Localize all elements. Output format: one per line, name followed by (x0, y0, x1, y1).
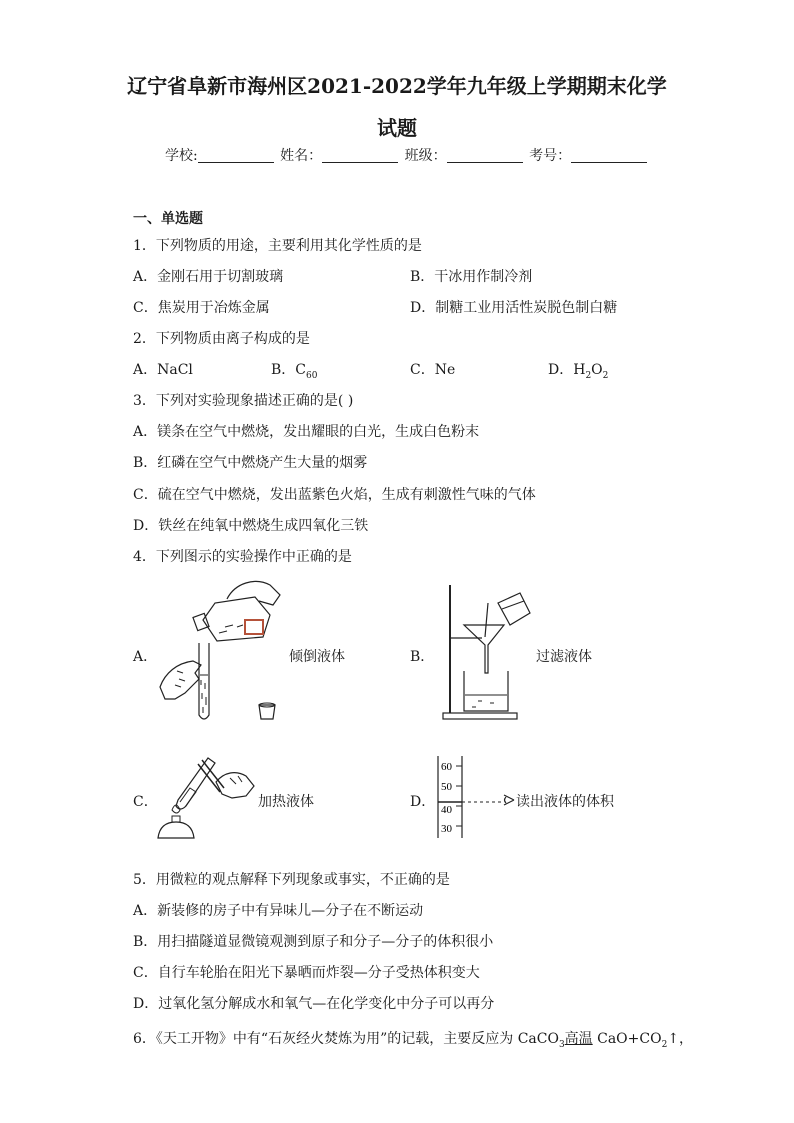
q2-option-c: C．Ne (410, 362, 456, 378)
q6-stem: 6．《天工开物》中有“石灰经火焚炼为用”的记载，主要反应为 CaCO$_3$高温 $CaO+CO_2↑$， (133, 1031, 694, 1050)
tick-40: 40 (441, 804, 452, 816)
school-blank[interactable] (198, 148, 274, 163)
q5-option-c: C．自行车轮胎在阳光下暴晒而炸裂—分子受热体积变大 (133, 965, 480, 981)
name-blank[interactable] (322, 148, 398, 163)
filtering-figure (438, 583, 533, 723)
q4-option-b-label: B． (410, 649, 435, 665)
q1-option-b: B．干冰用作制冷剂 (410, 269, 533, 285)
q1-option-a: A．金刚石用于切割玻璃 (133, 269, 284, 285)
q5-stem: 5．用微粒的观点解释下列现象或事实，不正确的是 (133, 872, 450, 888)
q1-option-d: D．制糖工业用活性炭脱色制白糖 (410, 300, 618, 316)
student-info (165, 145, 649, 165)
eye-icon (502, 794, 516, 806)
q5-option-d: D．过氧化氢分解成水和氧气—在化学变化中分子可以再分 (133, 996, 495, 1012)
q4-option-d-label: D． (410, 794, 436, 810)
graduated-cylinder-figure (432, 754, 512, 842)
q4-option-c-label: C． (133, 794, 158, 810)
school-label: 学校: (165, 148, 198, 164)
pouring-liquid-figure (155, 575, 285, 725)
section-heading: 一、单选题 (133, 211, 203, 227)
q4-stem: 4．下列图示的实验操作中正确的是 (133, 549, 352, 565)
heating-liquid-figure (150, 750, 260, 845)
q4-option-a-label: A． (133, 649, 158, 665)
q3-option-d: D．铁丝在纯氧中燃烧生成四氧化三铁 (133, 518, 369, 534)
q4-option-c-caption: 加热液体 (258, 794, 314, 810)
q1-stem: 1．下列物质的用途，主要利用其化学性质的是 (133, 238, 422, 254)
number-label: 考号： (529, 148, 572, 164)
q3-option-c: C．硫在空气中燃烧，发出蓝紫色火焰，生成有刺激性气味的气体 (133, 487, 536, 503)
q2-option-d: D．$H_2O_2$ (548, 362, 609, 381)
q5-option-a: A．新装修的房子中有异味儿—分子在不断运动 (133, 903, 424, 919)
tick-30: 30 (441, 823, 452, 835)
q2-stem: 2．下列物质由离子构成的是 (133, 331, 310, 347)
reaction-equation: CaCO$_3$高温 $CaO+CO_2↑$， (517, 1031, 694, 1050)
q4-option-a-caption: 倾倒液体 (289, 649, 345, 665)
q3-option-a: A．镁条在空气中燃烧，发出耀眼的白光，生成白色粉末 (133, 424, 480, 440)
number-blank[interactable] (571, 148, 647, 163)
q2-option-b: B．$C_{60}$ (271, 362, 318, 381)
class-label: 班级： (404, 148, 447, 164)
q2-option-a: A．NaCl (133, 362, 193, 378)
q3-option-b: B．红磷在空气中燃烧产生大量的烟雾 (133, 455, 368, 471)
tick-60: 60 (441, 761, 452, 773)
q1-option-c: C．焦炭用于冶炼金属 (133, 300, 270, 316)
q3-stem: 3．下列对实验现象描述正确的是( ) (133, 393, 354, 409)
page-title: 辽宁省阜新市海州区2021-2022学年九年级上学期期末化学 (127, 74, 667, 98)
name-label: 姓名： (280, 148, 323, 164)
class-blank[interactable] (447, 148, 523, 163)
page-title-line2: 试题 (377, 116, 417, 140)
tick-50: 50 (441, 781, 452, 793)
q4-option-d-caption: 读出液体的体积 (516, 794, 614, 810)
q4-option-b-caption: 过滤液体 (536, 649, 592, 665)
q5-option-b: B．用扫描隧道显微镜观测到原子和分子—分子的体积很小 (133, 934, 494, 950)
